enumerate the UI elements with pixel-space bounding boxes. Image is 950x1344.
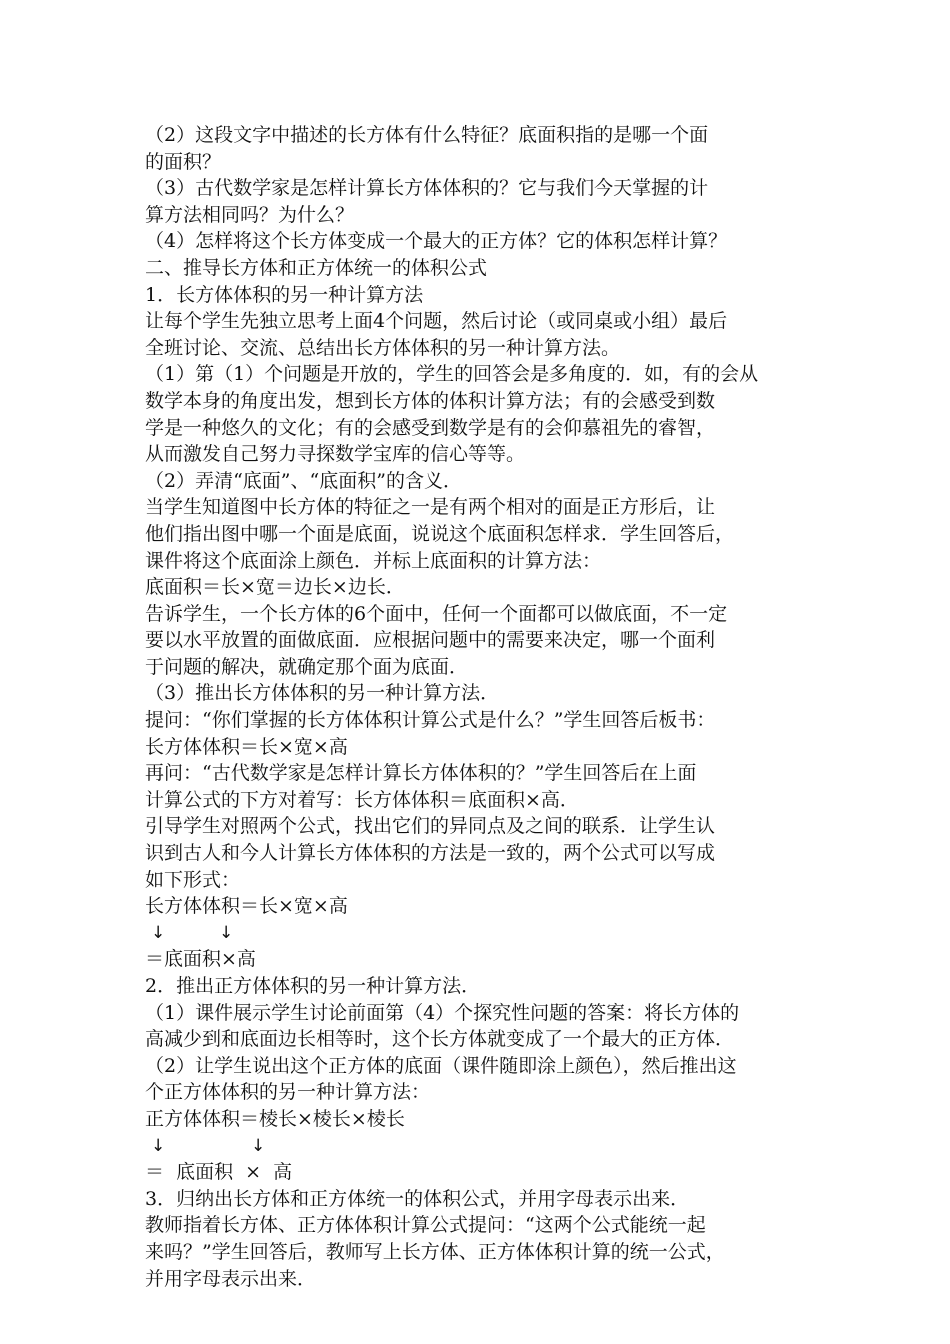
text-line: 来吗？”学生回答后，教师写上长方体、正方体体积计算的统一公式， bbox=[145, 1240, 725, 1263]
text-line: （2）弄清“底面”、“底面积”的含义． bbox=[145, 469, 462, 492]
text-line: 的面积？ bbox=[145, 150, 222, 173]
text-line: 3．归纳出长方体和正方体统一的体积公式，并用字母表示出来． bbox=[145, 1187, 690, 1210]
text-line: 识到古人和今人计算长方体体积的方法是一致的，两个公式可以写成 bbox=[145, 842, 716, 865]
text-line: 底面积＝长×宽＝边长×边长． bbox=[145, 576, 405, 599]
text-line: 数学本身的角度出发，想到长方体的体积计算方法；有的会感受到数 bbox=[145, 389, 716, 412]
text-line: 计算公式的下方对着写：长方体体积＝底面积×高． bbox=[145, 788, 579, 811]
text-line: 要以水平放置的面做底面．应根据问题中的需要来决定，哪一个面利 bbox=[145, 629, 716, 652]
text-line: 教师指着长方体、正方体体积计算公式提问：“这两个公式能统一起 bbox=[145, 1214, 706, 1237]
text-line: ＝ 底面积 × 高 bbox=[145, 1161, 293, 1184]
down-arrow-icon: ↓ bbox=[151, 922, 166, 943]
text-line: 全班讨论、交流、总结出长方体体积的另一种计算方法。 bbox=[145, 336, 621, 359]
down-arrow-icon: ↓ bbox=[151, 1135, 166, 1156]
text-line: 从而激发自己努力寻探数学宝库的信心等等。 bbox=[145, 443, 526, 466]
text-line: 二、推导长方体和正方体统一的体积公式 bbox=[145, 256, 488, 279]
text-line: （1）第（1）个问题是开放的，学生的回答会是多角度的．如，有的会从 bbox=[145, 363, 759, 386]
text-line: 告诉学生，一个长方体的6个面中，任何一个面都可以做底面，不一定 bbox=[145, 602, 728, 625]
text-line: 学是一种悠久的文化；有的会感受到数学是有的会仰慕祖先的睿智， bbox=[145, 416, 716, 439]
text-block-b bbox=[145, 946, 825, 1132]
text-line: 正方体体积＝棱长×棱长×棱长 bbox=[145, 1107, 405, 1130]
text-line: 课件将这个底面涂上颜色．并标上底面积的计算方法： bbox=[145, 549, 602, 572]
text-line: 提问：“你们掌握的长方体体积计算公式是什么？”学生回答后板书： bbox=[145, 709, 716, 732]
text-line: 高减少到和底面边长相等时，这个长方体就变成了一个最大的正方体． bbox=[145, 1028, 735, 1051]
arrow-row-1 bbox=[145, 920, 825, 947]
text-line: 算方法相同吗？为什么？ bbox=[145, 203, 355, 226]
text-line: （1）课件展示学生讨论前面第（4）个探究性问题的答案：将长方体的 bbox=[145, 1001, 740, 1024]
text-line: （2）让学生说出这个正方体的底面（课件随即涂上颜色），然后推出这 bbox=[145, 1054, 737, 1077]
text-line: （3）古代数学家是怎样计算长方体体积的？它与我们今天掌握的计 bbox=[145, 177, 709, 200]
text-line: 个正方体体积的另一种计算方法： bbox=[145, 1081, 431, 1104]
text-block-a bbox=[145, 122, 825, 920]
text-line: 于问题的解决，就确定那个面为底面． bbox=[145, 655, 469, 678]
text-line: （2）这段文字中描述的长方体有什么特征？底面积指的是哪一个面 bbox=[145, 124, 709, 146]
text-line: 2．推出正方体体积的另一种计算方法． bbox=[145, 975, 481, 997]
text-line: 并用字母表示出来． bbox=[145, 1267, 317, 1290]
down-arrow-icon: ↓ bbox=[251, 1135, 266, 1156]
text-line: 长方体体积＝长×宽×高 bbox=[145, 735, 348, 758]
text-line: ＝底面积×高 bbox=[145, 948, 256, 971]
text-line: 长方体体积＝长×宽×高 bbox=[145, 895, 348, 918]
text-line: 再问：“古代数学家是怎样计算长方体体积的？”学生回答后在上面 bbox=[145, 762, 697, 785]
text-line: 当学生知道图中长方体的特征之一是有两个相对的面是正方形后，让 bbox=[145, 496, 716, 519]
text-line: 1．长方体体积的另一种计算方法 bbox=[145, 283, 424, 306]
down-arrow-icon: ↓ bbox=[219, 922, 234, 943]
text-line: （4）怎样将这个长方体变成一个最大的正方体？它的体积怎样计算？ bbox=[145, 230, 728, 253]
arrow-row-2 bbox=[145, 1133, 825, 1160]
text-line: 他们指出图中哪一个面是底面，说说这个底面积怎样求．学生回答后， bbox=[145, 522, 735, 545]
document-page bbox=[145, 122, 825, 1292]
text-line: 让每个学生先独立思考上面4个问题，然后讨论（或同桌或小组）最后 bbox=[145, 310, 728, 333]
text-line: 引导学生对照两个公式，找出它们的异同点及之间的联系．让学生认 bbox=[145, 815, 716, 838]
text-line: （3）推出长方体体积的另一种计算方法． bbox=[145, 682, 500, 705]
text-block-c bbox=[145, 1159, 825, 1292]
text-line: 如下形式： bbox=[145, 868, 241, 891]
